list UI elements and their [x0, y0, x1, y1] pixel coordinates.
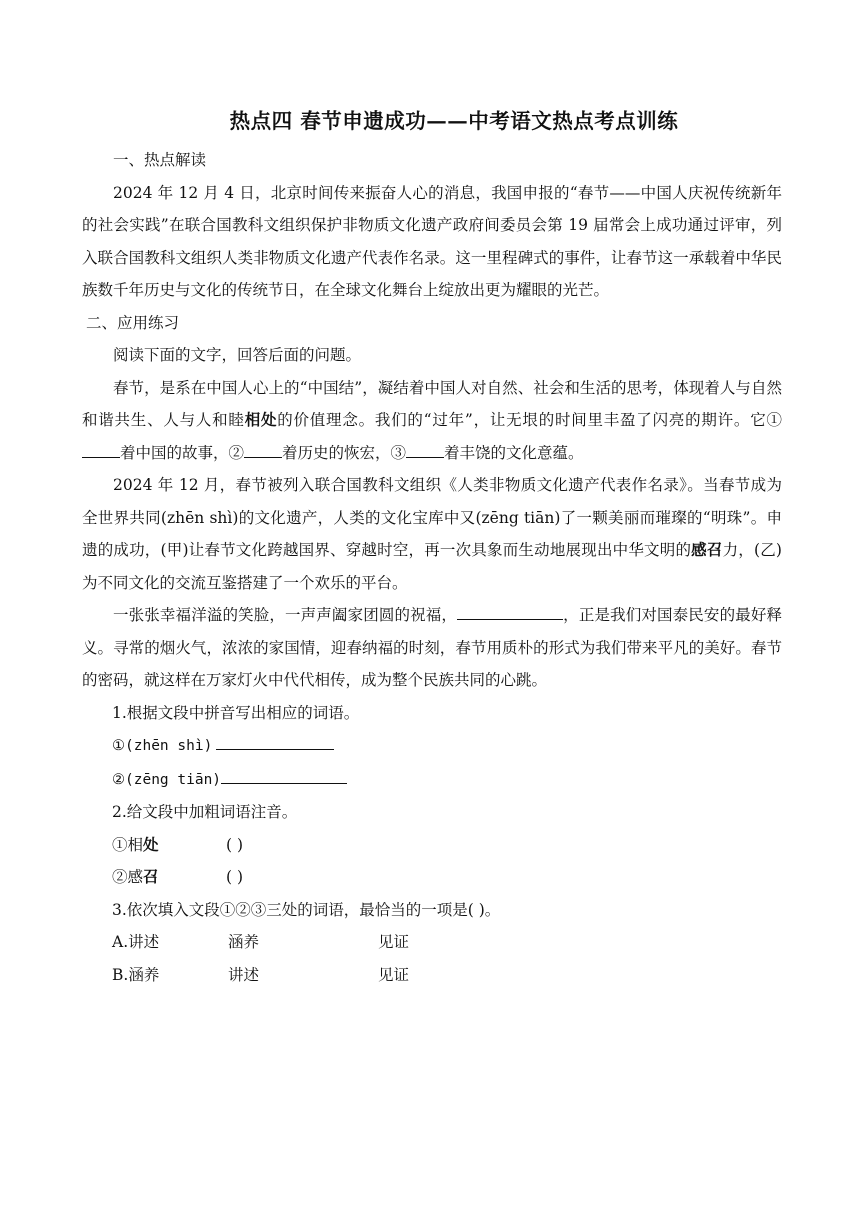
answer-paren-2[interactable]: ( )	[226, 868, 244, 886]
question-1-stem: 1.根据文段中拼音写出相应的词语。	[112, 703, 360, 722]
fill-blank-2[interactable]	[244, 441, 282, 458]
question-2-item-1: ①相处 ( )	[82, 829, 782, 862]
question-2-item-2: ②感召 ( )	[82, 861, 782, 894]
document-body	[82, 144, 782, 991]
fill-blank-1[interactable]	[82, 441, 120, 458]
reading-instruction: 阅读下面的文字，回答后面的问题。	[113, 346, 362, 364]
answer-line-2[interactable]	[221, 767, 347, 784]
fill-blank-3[interactable]	[406, 441, 444, 458]
bold-word-xiangchu: 相处	[244, 410, 278, 429]
section2-heading: 二、应用练习	[86, 313, 180, 332]
document-title: 热点四 春节申遗成功——中考语文热点考点训练	[229, 109, 679, 133]
pinyin-zengtian: (zēng tiān)	[475, 508, 561, 527]
reading-paragraph-3: 一张张幸福洋溢的笑脸，一声声阖家团圆的祝福， ，正是我们对国泰民安的最好释义。寻常的烟火气，浓浓的家国情，迎春纳福的时刻，春节用质朴的形式为我们带来平凡的美好。春节的密码，就这样在万家灯火中代代相传，成为整个民族共同的心跳。	[82, 599, 782, 697]
question-1-item-2: ②(zēng tiān)	[82, 763, 782, 797]
question-3-stem: 3.依次填入文段①②③三处的词语，最恰当的一项是( )。	[112, 900, 501, 919]
option-a[interactable]: A.讲述 涵养 见证	[112, 933, 410, 951]
pinyin-zhenshi: (zhēn shì)	[160, 508, 239, 527]
bold-word-ganzhao: 感召	[691, 540, 723, 559]
section1-paragraph: 2024 年 12 月 4 日，北京时间传来振奋人心的消息，我国申报的“春节——中国人庆祝传统新年的社会实践”在联合国教科文组织保护非物质文化遗产政府间委员会第 19 届常会上成功通过评审，列入联合国教科文组织人类非物质文化遗产代表作名录。这一里程碑式的事件，让春节这一承载着中华民族数千年历史与文化的传统节日，在全球文化舞台上绽放出更为耀眼的光芒。	[82, 183, 782, 299]
option-b[interactable]: B.涵养 讲述 见证	[112, 965, 410, 984]
reading-paragraph-1: 春节，是系在中国人心上的“中国结”，凝结着中国人对自然、社会和生活的思考，体现着人与自然和谐共生、人与人和睦相处的价值理念。我们的“过年”，让无垠的时间里丰盈了闪亮的期许。它①着中国的故事，② 着历史的恢宏，③ 着丰饶的文化意蕴。	[82, 378, 782, 462]
question-2-stem: 2.给文段中加粗词语注音。	[112, 803, 298, 821]
answer-line-1[interactable]	[216, 734, 334, 751]
section1-heading: 一、热点解读	[113, 151, 207, 169]
question-1-item-1: ①(zhēn shì)	[82, 729, 782, 763]
answer-paren-1[interactable]: ( )	[226, 835, 244, 854]
fill-blank-sentence[interactable]	[457, 604, 563, 621]
reading-paragraph-2: 2024 年 12 月，春节被列入联合国教科文组织《人类非物质文化遗产代表作名录》。当春节成为全世界共同(zhēn shì)的文化遗产，人类的文化宝库中又(zēng tiān)了一颗美丽而璀璨的“明珠”。申遗的成功，(甲)让春节文化跨越国界、穿越时空，再一次具象而生动地展现出中华文明的感召力，(乙)为不同文化的交流互鉴搭建了一个欢乐的平台。	[82, 476, 782, 592]
